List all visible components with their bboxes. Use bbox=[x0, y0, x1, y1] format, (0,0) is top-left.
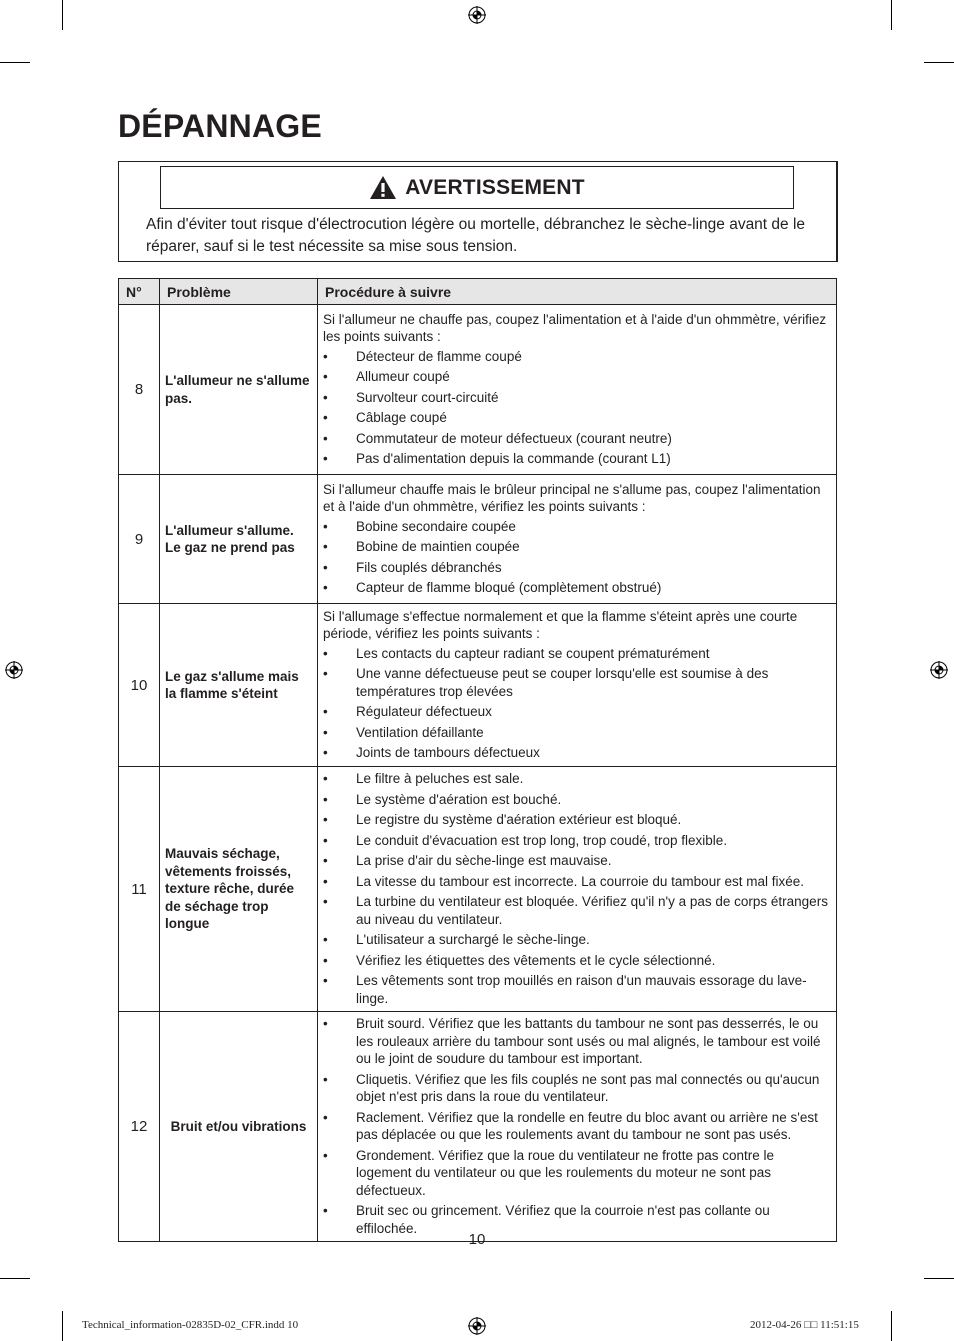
list-item bbox=[323, 559, 830, 577]
row-number: 10 bbox=[119, 604, 160, 767]
row-number: 11 bbox=[119, 767, 160, 1012]
procedure-list bbox=[323, 348, 830, 468]
registration-mark-icon bbox=[468, 6, 486, 24]
bullet-icon: • bbox=[323, 518, 328, 534]
bullet-icon: • bbox=[323, 369, 328, 384]
list-item bbox=[323, 972, 830, 1007]
list-item-text: L'utilisateur a surchargé le sèche-linge. bbox=[356, 932, 590, 947]
list-item-text: Ventilation défaillante bbox=[356, 724, 484, 740]
list-item-text: Le filtre à peluches est sale. bbox=[356, 771, 524, 786]
crop-mark bbox=[891, 0, 892, 30]
list-item-text: Le conduit d'évacuation est trop long, trop coudé, trop flexible. bbox=[356, 832, 728, 848]
list-item bbox=[323, 645, 830, 663]
list-item bbox=[323, 1147, 830, 1200]
registration-mark-icon bbox=[930, 661, 948, 679]
registration-mark-icon bbox=[5, 661, 23, 679]
bullet-icon: • bbox=[323, 410, 328, 425]
list-item bbox=[323, 770, 830, 788]
list-item bbox=[323, 409, 830, 427]
list-item-text: La turbine du ventilateur est bloquée. Vérifiez qu'il n'y a pas de corps étrangers au niveau du ventilateur. bbox=[356, 894, 828, 927]
bullet-icon: • bbox=[323, 389, 328, 405]
list-item-text: Une vanne défectueuse peut se couper lorsqu'elle est soumise à des températures trop élevées bbox=[356, 666, 769, 699]
row-number: 9 bbox=[119, 475, 160, 604]
bullet-icon: • bbox=[323, 539, 328, 554]
bullet-icon: • bbox=[323, 1109, 328, 1125]
list-item bbox=[323, 791, 830, 809]
header-number: N° bbox=[119, 279, 160, 305]
list-item-text: Les contacts du capteur radiant se coupent prématurément bbox=[356, 645, 710, 661]
list-item bbox=[323, 1109, 830, 1144]
procedure-intro: Si l'allumeur ne chauffe pas, coupez l'alimentation et à l'aide d'un ohmmètre, vérifiez les points suivants : bbox=[323, 311, 827, 344]
table-row bbox=[119, 475, 837, 604]
header-procedure: Procédure à suivre bbox=[318, 279, 837, 305]
bullet-icon: • bbox=[323, 973, 328, 988]
procedure-cell bbox=[318, 767, 837, 1012]
procedure-list bbox=[323, 518, 830, 597]
table-row bbox=[119, 604, 837, 767]
table-row bbox=[119, 305, 837, 475]
list-item bbox=[323, 744, 830, 762]
list-item bbox=[323, 832, 830, 850]
warning-text: Afin d'éviter tout risque d'électrocution légère ou mortelle, débranchez le sèche-linge avant de le réparer, sauf si le test nécessite sa mise sous tension. bbox=[146, 216, 806, 255]
list-item-text: Bruit sourd. Vérifiez que les battants du tambour ne sont pas desserrés, le ou les rouleaux arrière du tambour sont usés ou mal alignés, le tambour est voilé ou le joint de soudure du tambour est important. bbox=[356, 1016, 821, 1066]
bullet-icon: • bbox=[323, 1016, 328, 1031]
list-item-text: La prise d'air du sèche-linge est mauvaise. bbox=[356, 853, 612, 868]
list-item-text: La vitesse du tambour est incorrecte. La courroie du tambour est mal fixée. bbox=[356, 873, 804, 889]
list-item bbox=[323, 538, 830, 556]
table-row bbox=[119, 767, 837, 1012]
list-item-text: Bruit sec ou grincement. Vérifiez que la courroie n'est pas collante ou effilochée. bbox=[356, 1203, 770, 1236]
procedure-list bbox=[323, 1015, 830, 1237]
list-item-text: Le système d'aération est bouché. bbox=[356, 791, 562, 807]
list-item bbox=[323, 893, 830, 928]
list-item-text: Survolteur court-circuité bbox=[356, 389, 499, 405]
problem-cell: L'allumeur s'allume. Le gaz ne prend pas bbox=[160, 475, 318, 604]
bullet-icon: • bbox=[323, 348, 328, 364]
crop-mark bbox=[62, 0, 63, 30]
list-item-text: Commutateur de moteur défectueux (courant neutre) bbox=[356, 430, 672, 446]
bullet-icon: • bbox=[323, 724, 328, 740]
bullet-icon: • bbox=[323, 771, 328, 786]
procedure-cell bbox=[318, 604, 837, 767]
crop-mark bbox=[924, 62, 954, 63]
bullet-icon: • bbox=[323, 704, 328, 719]
list-item-text: Régulateur défectueux bbox=[356, 704, 492, 719]
bullet-icon: • bbox=[323, 1071, 328, 1087]
list-item-text: Pas d'alimentation depuis la commande (courant L1) bbox=[356, 451, 671, 466]
procedure-list bbox=[323, 770, 830, 1007]
bullet-icon: • bbox=[323, 645, 328, 661]
procedure-intro: Si l'allumeur chauffe mais le brûleur principal ne s'allume pas, coupez l'alimentation et à l'aide d'un ohmmètre, vérifiez les points suivants : bbox=[323, 481, 821, 514]
list-item bbox=[323, 1015, 830, 1068]
crop-mark bbox=[924, 1278, 954, 1279]
crop-mark bbox=[891, 1311, 892, 1341]
table-header-row bbox=[119, 279, 837, 305]
page-number: 10 bbox=[468, 1231, 486, 1248]
procedure-cell bbox=[318, 305, 837, 475]
troubleshooting-table bbox=[118, 278, 837, 1242]
bullet-icon: • bbox=[323, 952, 328, 968]
bullet-icon: • bbox=[323, 451, 328, 466]
table-body bbox=[119, 305, 837, 1242]
footer-file-info: Technical_information-02835D-02_CFR.indd 10 bbox=[82, 1319, 299, 1331]
row-number: 12 bbox=[119, 1012, 160, 1242]
problem-cell: Mauvais séchage, vêtements froissés, texture rêche, durée de séchage trop longue bbox=[160, 767, 318, 1012]
list-item-text: Le registre du système d'aération extérieur est bloqué. bbox=[356, 812, 682, 827]
list-item bbox=[323, 703, 830, 721]
problem-cell: Le gaz s'allume mais la flamme s'éteint bbox=[160, 604, 318, 767]
row-number: 8 bbox=[119, 305, 160, 475]
list-item-text: Fils couplés débranchés bbox=[356, 559, 502, 575]
list-item-text: Raclement. Vérifiez que la rondelle en feutre du bloc avant ou arrière ne s'est pas déplacée ou que les roulements avant du tambour ne sont pas usés. bbox=[356, 1109, 818, 1142]
list-item-text: Grondement. Vérifiez que la roue du ventilateur ne frotte pas contre le logement du ventilateur ou que les roulements du moteur ne sont pas défectueux. bbox=[356, 1147, 774, 1198]
bullet-icon: • bbox=[323, 430, 328, 446]
footer-timestamp: 2012-04-26 □□ 11:51:15 bbox=[750, 1319, 859, 1331]
warning-header bbox=[160, 166, 794, 209]
bullet-icon: • bbox=[323, 853, 328, 868]
bullet-icon: • bbox=[323, 894, 328, 909]
bullet-icon: • bbox=[323, 580, 328, 595]
page-title: DÉPANNAGE bbox=[118, 108, 322, 144]
procedure-list bbox=[323, 645, 830, 762]
crop-mark bbox=[0, 1278, 30, 1279]
problem-cell: L'allumeur ne s'allume pas. bbox=[160, 305, 318, 475]
problem-cell: Bruit et/ou vibrations bbox=[160, 1012, 318, 1242]
list-item bbox=[323, 852, 830, 870]
bullet-icon: • bbox=[323, 1203, 328, 1218]
bullet-icon: • bbox=[323, 559, 328, 575]
bullet-icon: • bbox=[323, 791, 328, 807]
list-item-text: Cliquetis. Vérifiez que les fils couplés ne sont pas mal connectés ou qu'aucun objet n'est pris dans la roue du ventilateur. bbox=[356, 1071, 820, 1104]
list-item bbox=[323, 348, 830, 366]
bullet-icon: • bbox=[323, 832, 328, 848]
list-item bbox=[323, 389, 830, 407]
procedure-cell bbox=[318, 475, 837, 604]
list-item bbox=[323, 518, 830, 536]
list-item-text: Capteur de flamme bloqué (complètement obstrué) bbox=[356, 580, 662, 595]
list-item bbox=[323, 724, 830, 742]
bullet-icon: • bbox=[323, 745, 328, 760]
list-item bbox=[323, 368, 830, 386]
list-item-text: Allumeur coupé bbox=[356, 369, 450, 384]
list-item-text: Joints de tambours défectueux bbox=[356, 745, 540, 760]
registration-mark-icon bbox=[468, 1317, 486, 1335]
list-item-text: Bobine de maintien coupée bbox=[356, 539, 520, 554]
header-problem: Problème bbox=[160, 279, 318, 305]
list-item-text: Les vêtements sont trop mouillés en raison d'un mauvais essorage du lave-linge. bbox=[356, 973, 807, 1006]
list-item bbox=[323, 873, 830, 891]
procedure-intro: Si l'allumage s'effectue normalement et que la flamme s'éteint après une courte période, vérifiez les points suivants : bbox=[323, 608, 798, 641]
list-item bbox=[323, 931, 830, 949]
list-item bbox=[323, 1071, 830, 1106]
crop-mark bbox=[0, 62, 30, 63]
bullet-icon: • bbox=[323, 1147, 328, 1163]
bullet-icon: • bbox=[323, 873, 328, 889]
bullet-icon: • bbox=[323, 932, 328, 947]
warning-heading: AVERTISSEMENT bbox=[405, 175, 585, 199]
list-item-text: Détecteur de flamme coupé bbox=[356, 348, 522, 364]
table-row bbox=[119, 1012, 837, 1242]
list-item-text: Bobine secondaire coupée bbox=[356, 518, 516, 534]
list-item bbox=[323, 952, 830, 970]
crop-mark bbox=[62, 1311, 63, 1341]
warning-box bbox=[118, 161, 838, 262]
list-item bbox=[323, 430, 830, 448]
list-item bbox=[323, 811, 830, 829]
list-item bbox=[323, 450, 830, 468]
bullet-icon: • bbox=[323, 812, 328, 827]
list-item-text: Câblage coupé bbox=[356, 410, 447, 425]
list-item bbox=[323, 665, 830, 700]
procedure-cell bbox=[318, 1012, 837, 1242]
warning-triangle-icon bbox=[369, 175, 397, 200]
bullet-icon: • bbox=[323, 666, 328, 681]
list-item bbox=[323, 579, 830, 597]
list-item-text: Vérifiez les étiquettes des vêtements et le cycle sélectionné. bbox=[356, 952, 716, 968]
